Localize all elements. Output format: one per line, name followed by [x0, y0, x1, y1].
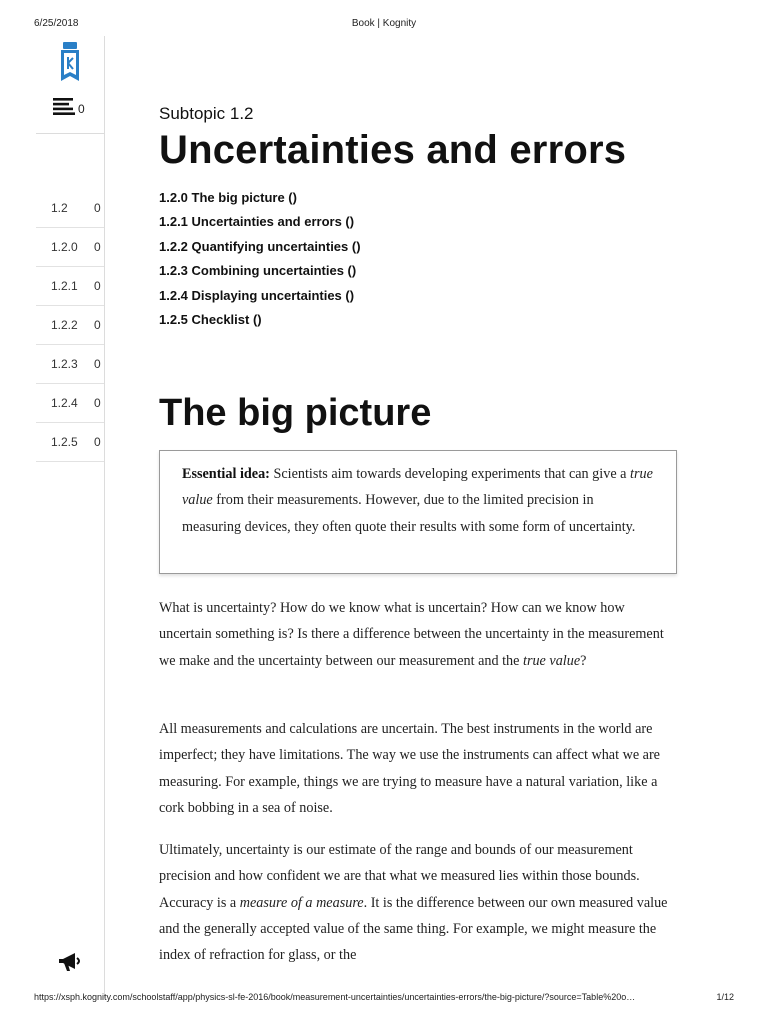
menu-count: 0 — [78, 102, 85, 116]
sidebar-item-count: 0 — [94, 318, 101, 332]
print-url: https://xsph.kognity.com/schoolstaff/app/physics-sl-fe-2016/book/measurement-uncertainties/uncertainties-errors/the-big-picture/?source=Table%20o… — [34, 992, 636, 1002]
toc-link-1-2-2[interactable]: 1.2.2 Quantifying uncertainties () — [159, 238, 361, 254]
sidebar-item-1-2-5[interactable] — [36, 423, 104, 462]
sidebar-item-1-2-0[interactable] — [36, 228, 104, 267]
sidebar-item-label: 1.2.2 — [51, 318, 78, 332]
toc-list-icon — [53, 96, 77, 118]
megaphone-icon[interactable] — [57, 950, 83, 974]
toc-link-1-2-4[interactable]: 1.2.4 Displaying uncertainties () — [159, 287, 355, 303]
kognity-book-logo-icon[interactable] — [59, 42, 81, 82]
toc-link-1-2-0[interactable]: 1.2.0 The big picture () — [159, 190, 297, 205]
sidebar-item-label: 1.2.1 — [51, 279, 78, 293]
section-title: The big picture — [159, 392, 432, 434]
paragraph-measurements: All measurements and calculations are uncertain. The best instruments in the world are imperfect; they have limitations. The way we use the instruments can affect what we are measuring. For example, things we are trying to measure have a natural variation, like a cork bobbing in a sea of noise. — [159, 721, 660, 816]
sidebar-item-count: 0 — [94, 396, 101, 410]
sidebar-item-label: 1.2.3 — [51, 357, 78, 371]
paragraph-text: . It is the difference between our own measured value and the generally accepted value of the same thing. For example, we might measure the index of refraction for glass, or the — [159, 894, 668, 964]
sidebar-item-count: 0 — [94, 279, 101, 293]
paragraph-uncertainty-questions — [159, 595, 679, 674]
subtopic-label: Subtopic 1.2 — [159, 104, 254, 123]
print-page-number: 1/12 — [716, 992, 734, 1002]
sidebar-item-label: 1.2.0 — [51, 240, 78, 254]
sidebar — [36, 36, 105, 998]
print-footer — [34, 992, 734, 1006]
paragraph-emphasis: true value — [523, 652, 581, 669]
essential-idea-box — [159, 450, 677, 574]
sidebar-item-1-2[interactable] — [36, 189, 104, 228]
page-title: Uncertainties and errors — [159, 128, 627, 172]
sidebar-item-count: 0 — [94, 240, 101, 254]
paragraph-text: Ultimately, uncertainty is our estimate of the range and bounds of our measurement precision and how confident we are that what we measured lies within those bounds. Accuracy is a — [159, 842, 640, 911]
sidebar-item-1-2-1[interactable] — [36, 267, 104, 306]
toc-link-1-2-1[interactable]: 1.2.1 Uncertainties and errors () — [159, 214, 355, 230]
sidebar-item-1-2-4[interactable] — [36, 384, 104, 423]
sidebar-item-1-2-2[interactable] — [36, 306, 104, 345]
sidebar-item-label: 1.2.4 — [51, 396, 78, 410]
sidebar-item-count: 0 — [94, 435, 101, 449]
essential-idea-label: Essential idea: — [182, 466, 270, 482]
sidebar-item-count: 0 — [94, 201, 101, 215]
sidebar-item-count: 0 — [94, 357, 101, 371]
sidebar-item-1-2-3[interactable] — [36, 345, 104, 384]
essential-idea-text: Scientists aim towards developing experiments that can give a — [269, 466, 631, 482]
paragraph-emphasis: measure of a measure — [239, 894, 364, 911]
subtopic-toc — [159, 186, 361, 332]
paragraph-text: ? — [580, 652, 587, 669]
paragraph-accuracy — [159, 837, 679, 968]
print-header — [34, 18, 734, 32]
paragraph-text: What is uncertainty? How do we know what is uncertain? How can we know how uncertain something is? Is there a difference between the uncertainty in the measurement we make and the uncertainty between our measurement and the — [159, 600, 664, 669]
sidebar-item-label: 1.2 — [51, 201, 68, 215]
essential-idea-emphasis: true value — [182, 466, 653, 509]
essential-idea-text: from their measurements. However, due to the limited precision in measuring devices, they often quote their results with some form of uncertainty. — [182, 492, 636, 535]
toc-link-1-2-3[interactable]: 1.2.3 Combining uncertainties () — [159, 263, 357, 279]
sidebar-item-label: 1.2.5 — [51, 435, 78, 449]
print-date: 6/25/2018 — [34, 18, 79, 29]
print-title: Book | Kognity — [351, 18, 417, 29]
toc-link-1-2-5[interactable]: 1.2.5 Checklist () — [159, 311, 262, 327]
section-nav — [36, 189, 104, 462]
sidebar-divider — [36, 133, 104, 134]
